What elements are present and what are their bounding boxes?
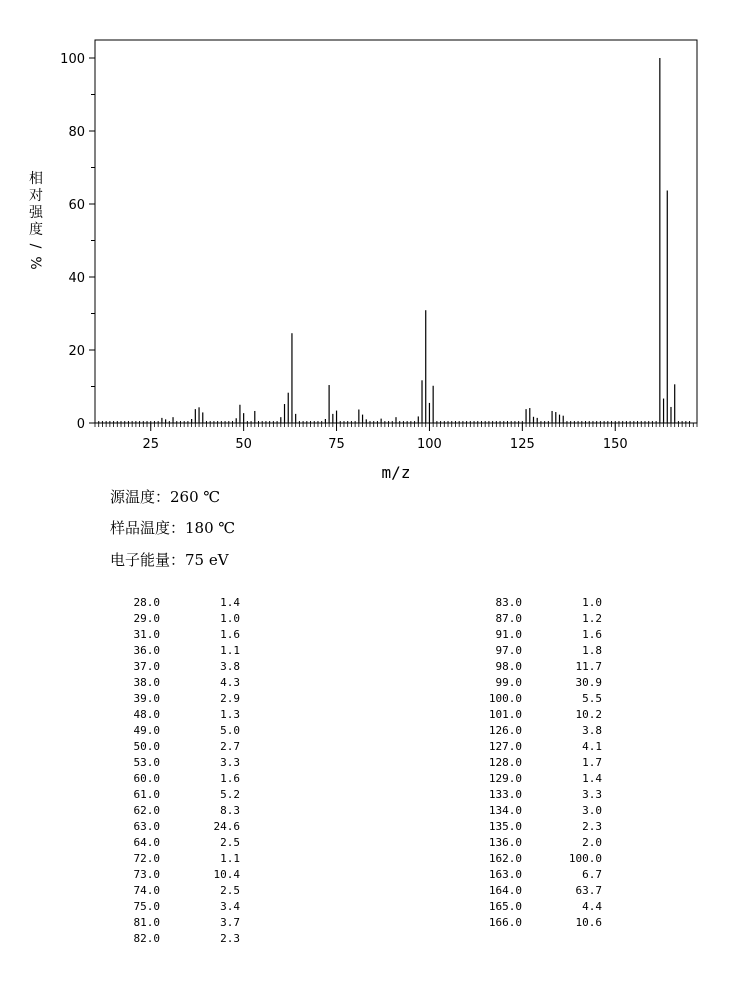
spectrum-peaks — [95, 58, 690, 423]
peak-intensity: 63.7 — [575, 884, 602, 897]
peak-row — [100, 675, 240, 691]
peak-row — [462, 595, 602, 611]
peak-mz: 133.0 — [488, 788, 522, 801]
peak-intensity: 1.4 — [582, 772, 602, 785]
peak-row — [100, 835, 240, 851]
peak-row — [462, 643, 602, 659]
peak-row — [100, 851, 240, 867]
peak-mz: 82.0 — [133, 932, 160, 945]
peak-intensity: 2.9 — [220, 692, 240, 705]
peak-intensity: 3.8 — [582, 724, 602, 737]
peak-intensity: 1.4 — [220, 596, 240, 609]
peak-mz: 165.0 — [488, 900, 522, 913]
peak-mz: 163.0 — [488, 868, 522, 881]
peak-row — [100, 723, 240, 739]
peak-intensity: 2.3 — [220, 932, 240, 945]
peak-intensity: 1.0 — [582, 596, 602, 609]
peak-intensity: 2.7 — [220, 740, 240, 753]
peak-mz: 29.0 — [133, 612, 160, 625]
peak-mz: 31.0 — [133, 628, 160, 641]
peak-intensity: 10.6 — [575, 916, 602, 929]
peak-table-right — [462, 595, 602, 931]
peak-row — [100, 931, 240, 947]
peak-row — [100, 771, 240, 787]
peak-row — [100, 627, 240, 643]
peak-intensity: 4.3 — [220, 676, 240, 689]
peak-row — [462, 867, 602, 883]
peak-intensity: 3.3 — [220, 756, 240, 769]
peak-mz: 164.0 — [488, 884, 522, 897]
x-tick-label: 25 — [142, 437, 160, 452]
peak-row — [462, 723, 602, 739]
peak-intensity: 2.5 — [220, 884, 240, 897]
y-axis-title-char: 相 — [29, 171, 43, 187]
peak-row — [100, 643, 240, 659]
peak-mz: 53.0 — [133, 756, 160, 769]
peak-mz: 129.0 — [488, 772, 522, 785]
peak-row — [462, 771, 602, 787]
peak-intensity: 30.9 — [575, 676, 602, 689]
peak-mz: 36.0 — [133, 644, 160, 657]
electron-energy: 电子能量：75 eV — [110, 551, 229, 569]
peak-row — [100, 755, 240, 771]
peak-mz: 134.0 — [488, 804, 522, 817]
peak-mz: 97.0 — [495, 644, 522, 657]
peak-intensity: 11.7 — [575, 660, 602, 673]
peak-mz: 75.0 — [133, 900, 160, 913]
peak-row — [462, 659, 602, 675]
peak-intensity: 24.6 — [213, 820, 240, 833]
peak-row — [100, 691, 240, 707]
peak-mz: 49.0 — [133, 724, 160, 737]
peak-row — [100, 899, 240, 915]
peak-mz: 128.0 — [488, 756, 522, 769]
peak-row — [462, 883, 602, 899]
peak-mz: 101.0 — [488, 708, 522, 721]
peak-row — [462, 835, 602, 851]
peak-mz: 61.0 — [133, 788, 160, 801]
x-tick-label: 125 — [509, 437, 535, 452]
peak-intensity: 8.3 — [220, 804, 240, 817]
peak-mz: 64.0 — [133, 836, 160, 849]
plot-frame — [95, 40, 697, 423]
peak-row — [100, 867, 240, 883]
peak-mz: 50.0 — [133, 740, 160, 753]
x-tick-label: 50 — [235, 437, 252, 452]
peak-intensity: 2.0 — [582, 836, 602, 849]
peak-intensity: 1.7 — [582, 756, 602, 769]
peak-mz: 73.0 — [133, 868, 160, 881]
peak-mz: 83.0 — [495, 596, 522, 609]
peak-intensity: 3.8 — [220, 660, 240, 673]
peak-intensity: 1.3 — [220, 708, 240, 721]
peak-mz: 48.0 — [133, 708, 160, 721]
peak-row — [100, 915, 240, 931]
mass-spectrum-chart — [0, 0, 737, 490]
source-temperature: 源温度：260 ℃ — [110, 488, 221, 506]
peak-row — [462, 915, 602, 931]
peak-mz: 99.0 — [495, 676, 522, 689]
peak-row — [100, 659, 240, 675]
peak-intensity: 1.6 — [220, 772, 240, 785]
peak-intensity: 5.0 — [220, 724, 240, 737]
sample-temperature: 样品温度：180 ℃ — [110, 519, 236, 537]
peak-intensity: 4.4 — [582, 900, 602, 913]
peak-row — [462, 899, 602, 915]
x-tick-label: 100 — [417, 437, 442, 452]
y-tick-label: 100 — [60, 52, 85, 67]
peak-table-left — [100, 595, 240, 947]
peak-row — [462, 851, 602, 867]
peak-intensity: 5.5 — [582, 692, 602, 705]
peak-mz: 91.0 — [495, 628, 522, 641]
y-tick-label: 0 — [76, 417, 85, 432]
peak-row — [100, 707, 240, 723]
y-axis-title-char: 度 — [29, 222, 43, 238]
y-tick-label: 20 — [68, 344, 85, 359]
peak-row — [462, 787, 602, 803]
x-axis-ticks — [142, 423, 627, 452]
peak-row — [462, 691, 602, 707]
peak-mz: 74.0 — [133, 884, 160, 897]
peak-mz: 38.0 — [133, 676, 160, 689]
peak-row — [462, 611, 602, 627]
peak-mz: 39.0 — [133, 692, 160, 705]
peak-intensity: 1.2 — [582, 612, 602, 625]
peak-intensity: 1.0 — [220, 612, 240, 625]
peak-row — [462, 675, 602, 691]
peak-mz: 126.0 — [488, 724, 522, 737]
peak-row — [462, 803, 602, 819]
y-axis-title — [27, 170, 44, 270]
peak-intensity: 10.2 — [575, 708, 602, 721]
y-tick-label: 80 — [68, 125, 85, 140]
x-tick-label: 150 — [602, 437, 628, 452]
peak-mz: 63.0 — [133, 820, 160, 833]
peak-row — [100, 803, 240, 819]
y-axis-title-char: % — [27, 256, 43, 270]
peak-intensity: 5.2 — [220, 788, 240, 801]
peak-intensity: 6.7 — [582, 868, 602, 881]
peak-intensity: 3.3 — [582, 788, 602, 801]
peak-row — [462, 739, 602, 755]
peak-row — [100, 611, 240, 627]
peak-intensity: 1.6 — [220, 628, 240, 641]
x-minor-ticks — [95, 423, 697, 427]
y-axis-ticks — [60, 52, 95, 432]
y-axis-title-char: / — [27, 243, 43, 249]
peak-intensity: 1.6 — [582, 628, 602, 641]
peak-mz: 136.0 — [488, 836, 522, 849]
peak-intensity: 1.8 — [582, 644, 602, 657]
peak-mz: 98.0 — [495, 660, 522, 673]
peak-mz: 166.0 — [488, 916, 522, 929]
peak-mz: 60.0 — [133, 772, 160, 785]
y-axis-title-char: 对 — [29, 188, 43, 204]
peak-row — [462, 819, 602, 835]
peak-row — [462, 755, 602, 771]
peak-mz: 62.0 — [133, 804, 160, 817]
peak-intensity: 1.1 — [220, 852, 240, 865]
peak-mz: 81.0 — [133, 916, 160, 929]
peak-intensity: 3.0 — [582, 804, 602, 817]
peak-intensity: 4.1 — [582, 740, 602, 753]
peak-intensity: 100.0 — [568, 852, 602, 865]
y-tick-label: 60 — [68, 198, 85, 213]
peak-intensity: 3.4 — [220, 900, 240, 913]
x-axis-title: m/z — [381, 463, 411, 482]
peak-row — [100, 819, 240, 835]
peak-row — [462, 707, 602, 723]
peak-row — [100, 883, 240, 899]
peak-row — [100, 787, 240, 803]
peak-mz: 28.0 — [133, 596, 160, 609]
peak-row — [462, 627, 602, 643]
peak-intensity: 1.1 — [220, 644, 240, 657]
peak-mz: 37.0 — [133, 660, 160, 673]
peak-mz: 72.0 — [133, 852, 160, 865]
peak-mz: 127.0 — [488, 740, 522, 753]
peak-intensity: 3.7 — [220, 916, 240, 929]
peak-intensity: 10.4 — [213, 868, 240, 881]
peak-intensity: 2.5 — [220, 836, 240, 849]
peak-row — [100, 595, 240, 611]
peak-mz: 135.0 — [488, 820, 522, 833]
y-axis-title-char: 强 — [29, 205, 43, 221]
peak-mz: 87.0 — [495, 612, 522, 625]
x-tick-label: 75 — [328, 437, 345, 452]
peak-mz: 162.0 — [488, 852, 522, 865]
peak-intensity: 2.3 — [582, 820, 602, 833]
peak-mz: 100.0 — [488, 692, 522, 705]
peak-row — [100, 739, 240, 755]
y-tick-label: 40 — [68, 271, 85, 286]
